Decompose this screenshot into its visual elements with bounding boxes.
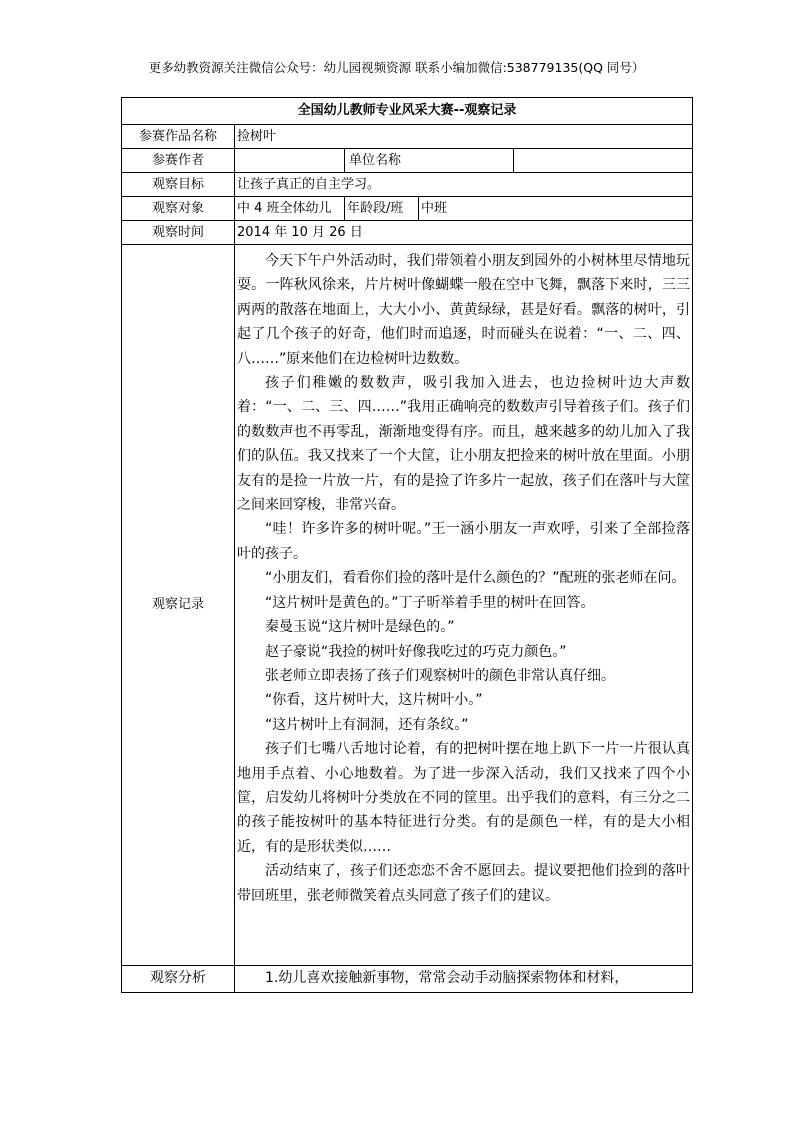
record-paragraph: “这片树叶上有洞洞，还有条纹。” bbox=[265, 716, 469, 733]
record-paragraph: “你看，这片树叶大，这片树叶小。” bbox=[265, 692, 483, 709]
document-title: 全国幼儿教师专业风采大赛--观察记录 bbox=[122, 98, 693, 125]
record-paragraph: 今天下午户外活动时，我们带领着小朋友到园外的小树林里尽情地玩耍。一阵秋风徐来，片片树叶像蝴蝶一般在空中飞舞，飘落下来时，三三两两的散落在地面上，大大小小、黄黄绿绿，甚是好看。飘落的树叶，引起了几个孩子的好奇，他们时而追逐，时而碰头在说着：“一、二、四、八……”原来他们在边检树叶边数数。 bbox=[237, 253, 691, 367]
record-paragraph: 张老师立即表扬了孩子们观察树叶的颜色非常认真仔细。 bbox=[265, 667, 615, 684]
unit-name-value bbox=[514, 149, 693, 173]
author-value bbox=[235, 149, 345, 173]
author-label: 参赛作者 bbox=[122, 149, 235, 173]
goal-value: 让孩子真正的自主学习。 bbox=[235, 173, 693, 197]
record-paragraph: “哇！许多许多的树叶呢。”王一涵小朋友一声欢呼，引来了全部捡落叶的孩子。 bbox=[237, 521, 691, 562]
age-group-label: 年龄段/班 bbox=[345, 197, 419, 221]
observation-record-table bbox=[121, 97, 693, 993]
record-paragraph: 孩子们稚嫩的数数声，吸引我加入进去，也边捡树叶边大声数着：“一、二、三、四……”我用正确响亮的数数声引导着孩子们。孩子们的数数声也不再零乱，渐渐地变得有序。而且，越来越多的幼儿加入了我们的队伍。我又找来了一个大筐，让小朋友把捡来的树叶放在里面。小朋友有的是捡一片放一片，有的是捡了许多片一起放，孩子们在落叶与大筐之间来回穿梭，非常兴奋。 bbox=[237, 375, 691, 514]
record-paragraph: 赵子豪说“我捡的树叶好像我吃过的巧克力颜色。” bbox=[265, 643, 567, 660]
object-label: 观察对象 bbox=[122, 197, 235, 221]
header-note: 更多幼教资源关注微信公众号：幼儿园视频资源 联系小编加微信:538779135(QQ 同号） bbox=[148, 60, 645, 75]
work-name-label: 参赛作品名称 bbox=[122, 125, 235, 149]
object-value: 中 4 班全体幼儿 bbox=[235, 197, 345, 221]
record-paragraph: 孩子们七嘴八舌地讨论着，有的把树叶摆在地上趴下一片一片很认真地用手点着、小心地数着。为了进一步深入活动，我们又找来了四个小筐，启发幼儿将树叶分类放在不同的筐里。出乎我们的意料，有三分之二的孩子能按树叶的基本特征进行分类。有的是颜色一样，有的是大小相近，有的是形状类似…… bbox=[237, 741, 691, 855]
analysis-label: 观察分析 bbox=[122, 966, 235, 993]
record-paragraph: 秦曼玉说“这片树叶是绿色的。” bbox=[265, 619, 455, 636]
time-value: 2014 年 10 月 26 日 bbox=[235, 221, 693, 245]
analysis-text: 1.幼儿喜欢接触新事物，常常会动手动脑探索物体和材料， bbox=[235, 966, 693, 993]
age-group-value: 中班 bbox=[419, 197, 693, 221]
record-label: 观察记录 bbox=[122, 245, 235, 966]
record-paragraph: 活动结束了，孩子们还恋恋不舍不愿回去。提议要把他们捡到的落叶带回班里，张老师微笑着点头同意了孩子们的建议。 bbox=[237, 863, 691, 904]
record-content bbox=[235, 245, 693, 966]
time-label: 观察时间 bbox=[122, 221, 235, 245]
unit-name-label: 单位名称 bbox=[345, 149, 514, 173]
record-paragraph: “小朋友们，看看你们捡的落叶是什么颜色的？”配班的张老师在问。 bbox=[265, 570, 686, 587]
goal-label: 观察目标 bbox=[122, 173, 235, 197]
work-name-value: 捡树叶 bbox=[235, 125, 693, 149]
record-paragraph: “这片树叶是黄色的。”丁子昕举着手里的树叶在回答。 bbox=[265, 594, 595, 611]
